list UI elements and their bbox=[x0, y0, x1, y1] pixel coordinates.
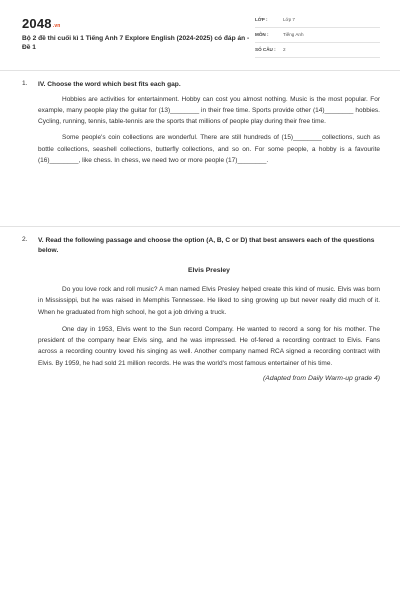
question-heading: V. Read the following passage and choose the option (A, B, C or D) that best answers each of the questions below. bbox=[38, 237, 375, 254]
passage-credit: (Adapted from Daily Warm-up grade 4) bbox=[263, 375, 380, 383]
paragraph: Some people's coin collections are wonderful. There are still hundreds of (15)________collections, such as bottle collections, seashell collections, butterfly collections, and so on. For some people, a hobby is a favourite (16)________, like chess. In chess, we need two or more people (17)________. bbox=[38, 134, 380, 164]
meta-value: 2 bbox=[283, 47, 286, 52]
document-title: Bộ 2 đề thi cuối kì 1 Tiếng Anh 7 Explore English (2024-2025) có đáp án - Đề 1 bbox=[22, 35, 250, 52]
meta-value: Lớp 7 bbox=[283, 17, 295, 22]
meta-row-class bbox=[255, 14, 380, 28]
site-logo[interactable] bbox=[22, 16, 61, 31]
question-heading: IV. Choose the word which best fits each gap. bbox=[38, 81, 181, 88]
meta-key: SỐ CÂU : bbox=[255, 47, 276, 52]
paragraph: Do you love rock and roll music? A man named Elvis Presley helped create this kind of music. Elvis was born in Mississippi, but he was raised in Memphis Tennessee. He liked to sing growing up but never really did much of it. When he graduated from high school, he got a job driving a truck. bbox=[38, 286, 380, 316]
question-body bbox=[38, 236, 380, 382]
divider bbox=[0, 226, 400, 227]
meta-row-subject bbox=[255, 29, 380, 43]
meta-value: Tiếng Anh bbox=[283, 32, 304, 37]
paragraph: Hobbies are activities for entertainment. Hobby can cost you almost nothing. Music is the most popular. For example, many people play the guitar for (13)________ in their free time. Sports provide other (14)________ hobbies. Cycling, running, tennis, table-tennis are the sports that millions of people play during their free time. bbox=[38, 95, 380, 126]
meta-row-question-count bbox=[255, 44, 380, 58]
paragraph: One day in 1953, Elvis went to the Sun record Company. He wanted to record a song for his mother. The president of the company hear Elvis sing, and he was impressed. He of-fered a recording contract to Elvis. Fans across a recording country loved his singing as well. Another company named RCA signed a recording contract with Elvis. By 1959, he had sold 21 million records. He was the world's most famous entertainer of his time. bbox=[38, 325, 380, 367]
question-body bbox=[38, 80, 380, 166]
passage-title: Elvis Presley bbox=[188, 267, 230, 274]
question-number: 2. bbox=[22, 236, 28, 243]
logo-suffix: .vn bbox=[52, 23, 61, 29]
divider bbox=[0, 70, 400, 71]
meta-key: MÔN : bbox=[255, 32, 269, 37]
logo-text: 2048 bbox=[22, 16, 52, 31]
question-number: 1. bbox=[22, 80, 28, 87]
meta-key: LỚP : bbox=[255, 17, 268, 22]
page-header bbox=[0, 0, 400, 68]
